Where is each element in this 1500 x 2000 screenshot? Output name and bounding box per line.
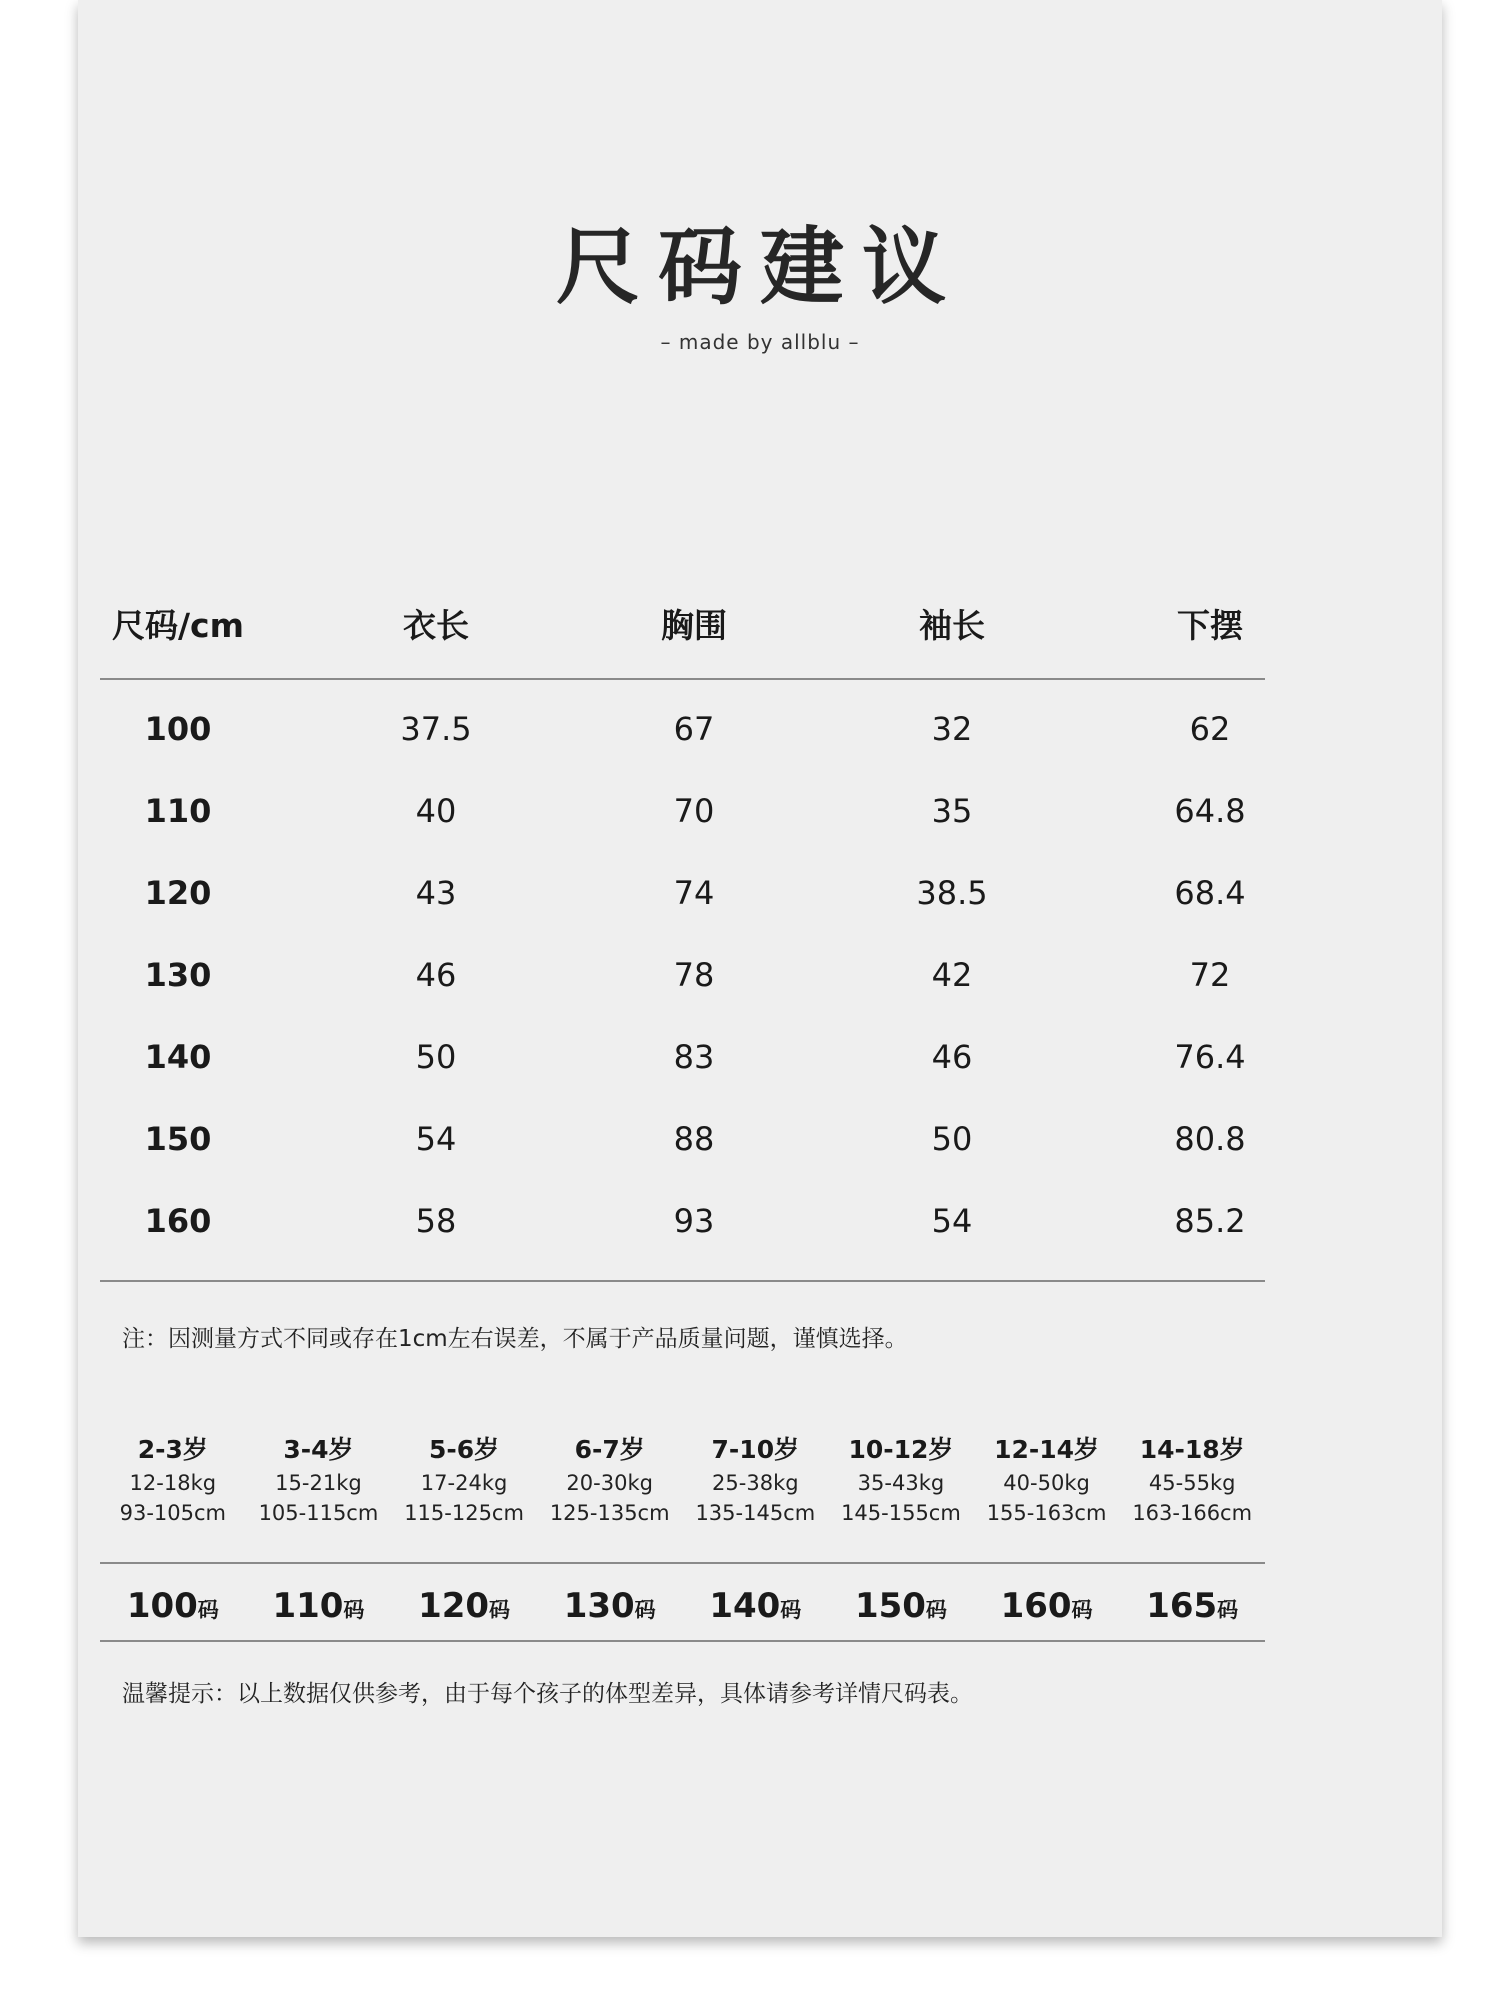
age-guide-age: 5-6岁 [428, 1435, 500, 1464]
measure-cell: 74 [673, 874, 715, 912]
measure-cell: 32 [931, 710, 973, 748]
age-guide-age: 14-18岁 [1139, 1435, 1245, 1464]
age-guide-item [680, 1432, 830, 1528]
size-number: 160 [1000, 1586, 1072, 1626]
size-number: 165 [1146, 1586, 1218, 1626]
size-row-divider [100, 1640, 1265, 1642]
age-guide-item [535, 1432, 685, 1528]
measurement-table [100, 590, 1265, 1262]
age-guide-item [826, 1432, 976, 1528]
table-row [100, 1180, 1265, 1262]
age-guide-divider [100, 1562, 1265, 1564]
measure-cell: 40 [415, 792, 457, 830]
measure-cell: 54 [415, 1120, 457, 1158]
measure-cell: 43 [415, 874, 457, 912]
table-row [100, 770, 1265, 852]
size-cell: 120 [144, 874, 212, 912]
measure-cell: 35 [931, 792, 973, 830]
size-unit: 码 [1071, 1598, 1093, 1622]
age-guide-weight: 25-38kg [712, 1471, 799, 1495]
age-guide-height: 115-125cm [404, 1501, 524, 1525]
size-number: 100 [126, 1586, 198, 1626]
page-subtitle: – made by allblu – [660, 330, 860, 354]
size-cell: 150 [144, 1120, 212, 1158]
size-number: 110 [272, 1586, 344, 1626]
age-guide-age: 2-3岁 [137, 1435, 208, 1464]
age-guide-height: 105-115cm [258, 1501, 379, 1525]
measure-cell: 80.8 [1174, 1120, 1246, 1158]
table-row [100, 852, 1265, 934]
size-unit: 码 [1217, 1598, 1239, 1622]
age-guide-weight: 12-18kg [129, 1471, 217, 1495]
measure-cell: 50 [415, 1038, 457, 1076]
age-guide-item [972, 1432, 1122, 1528]
column-header: 衣长 [403, 606, 469, 645]
column-header: 胸围 [661, 606, 727, 645]
recommended-size [972, 1568, 1122, 1650]
measure-cell: 76.4 [1174, 1038, 1246, 1076]
recommended-size [680, 1568, 830, 1650]
measure-cell: 38.5 [916, 874, 988, 912]
age-guide-height: 145-155cm [841, 1501, 961, 1525]
recommended-size [389, 1568, 539, 1650]
age-guide-age: 12-14岁 [994, 1435, 1100, 1464]
size-unit: 码 [780, 1598, 802, 1622]
size-unit: 码 [489, 1598, 511, 1622]
warm-tip: 温馨提示：以上数据仅供参考，由于每个孩子的体型差异，具体请参考详情尺码表。 [122, 1681, 973, 1707]
age-guide-weight: 20-30kg [566, 1471, 653, 1495]
size-number: 130 [563, 1586, 635, 1626]
size-number: 140 [709, 1586, 781, 1626]
recommended-size [243, 1568, 393, 1650]
size-cell: 100 [144, 710, 212, 748]
age-guide-item [98, 1432, 248, 1528]
age-guide-age: 3-4岁 [283, 1435, 354, 1464]
age-guide-height: 155-163cm [986, 1501, 1107, 1525]
age-guide-row [100, 1432, 1265, 1552]
measure-cell: 83 [673, 1038, 715, 1076]
size-cell: 160 [144, 1202, 212, 1240]
measure-cell: 50 [931, 1120, 973, 1158]
measure-cell: 64.8 [1174, 792, 1246, 830]
measure-cell: 62 [1189, 710, 1231, 748]
measure-cell: 54 [931, 1202, 973, 1240]
measure-cell: 58 [415, 1202, 457, 1240]
age-guide-item [1117, 1432, 1267, 1528]
measure-cell: 67 [673, 710, 715, 748]
size-number: 150 [854, 1586, 926, 1626]
age-guide-weight: 15-21kg [275, 1471, 362, 1495]
age-guide-item [243, 1432, 393, 1528]
measure-cell: 85.2 [1174, 1202, 1246, 1240]
measure-cell: 72 [1189, 956, 1231, 994]
table-row [100, 934, 1265, 1016]
measure-cell: 70 [673, 792, 715, 830]
age-guide-weight: 17-24kg [420, 1471, 508, 1495]
measure-cell: 46 [415, 956, 457, 994]
measure-cell: 68.4 [1174, 874, 1246, 912]
age-guide-height: 93-105cm [119, 1501, 226, 1525]
table-row [100, 1098, 1265, 1180]
size-unit: 码 [925, 1598, 947, 1622]
age-guide-age: 6-7岁 [574, 1435, 645, 1464]
age-guide-height: 135-145cm [695, 1501, 816, 1525]
table-bottom-divider [100, 1280, 1265, 1282]
page-title: 尺码建议 [555, 218, 964, 316]
recommended-size [535, 1568, 685, 1650]
age-guide-weight: 35-43kg [857, 1471, 945, 1495]
age-guide-weight: 40-50kg [1003, 1471, 1090, 1495]
measure-cell: 42 [931, 956, 973, 994]
age-guide-item [389, 1432, 539, 1528]
age-guide-age: 7-10岁 [711, 1435, 800, 1464]
column-header: 袖长 [919, 606, 985, 645]
table-row [100, 688, 1265, 770]
recommended-size [1117, 1568, 1267, 1650]
size-cell: 130 [144, 956, 212, 994]
size-number: 120 [418, 1586, 490, 1626]
column-header: 尺码/cm [112, 606, 244, 645]
age-guide-height: 163-166cm [1132, 1501, 1253, 1525]
measure-cell: 78 [673, 956, 715, 994]
measure-cell: 37.5 [400, 710, 472, 748]
size-recommendation-row [100, 1568, 1265, 1644]
table-row [100, 1016, 1265, 1098]
size-unit: 码 [197, 1598, 219, 1622]
recommended-size [826, 1568, 976, 1650]
measurement-note: 注：因测量方式不同或存在1cm左右误差，不属于产品质量问题，谨慎选择。 [122, 1326, 908, 1352]
table-header-divider [100, 678, 1265, 680]
size-unit: 码 [343, 1598, 365, 1622]
age-guide-height: 125-135cm [549, 1501, 670, 1525]
recommended-size [98, 1568, 248, 1650]
measure-cell: 93 [673, 1202, 715, 1240]
age-guide-age: 10-12岁 [848, 1435, 954, 1464]
size-unit: 码 [634, 1598, 656, 1622]
size-cell: 140 [144, 1038, 212, 1076]
size-cell: 110 [144, 792, 212, 830]
column-header: 下摆 [1177, 606, 1243, 645]
table-header-row [100, 590, 1265, 678]
measure-cell: 88 [673, 1120, 715, 1158]
age-guide-weight: 45-55kg [1148, 1471, 1236, 1495]
measure-cell: 46 [931, 1038, 973, 1076]
